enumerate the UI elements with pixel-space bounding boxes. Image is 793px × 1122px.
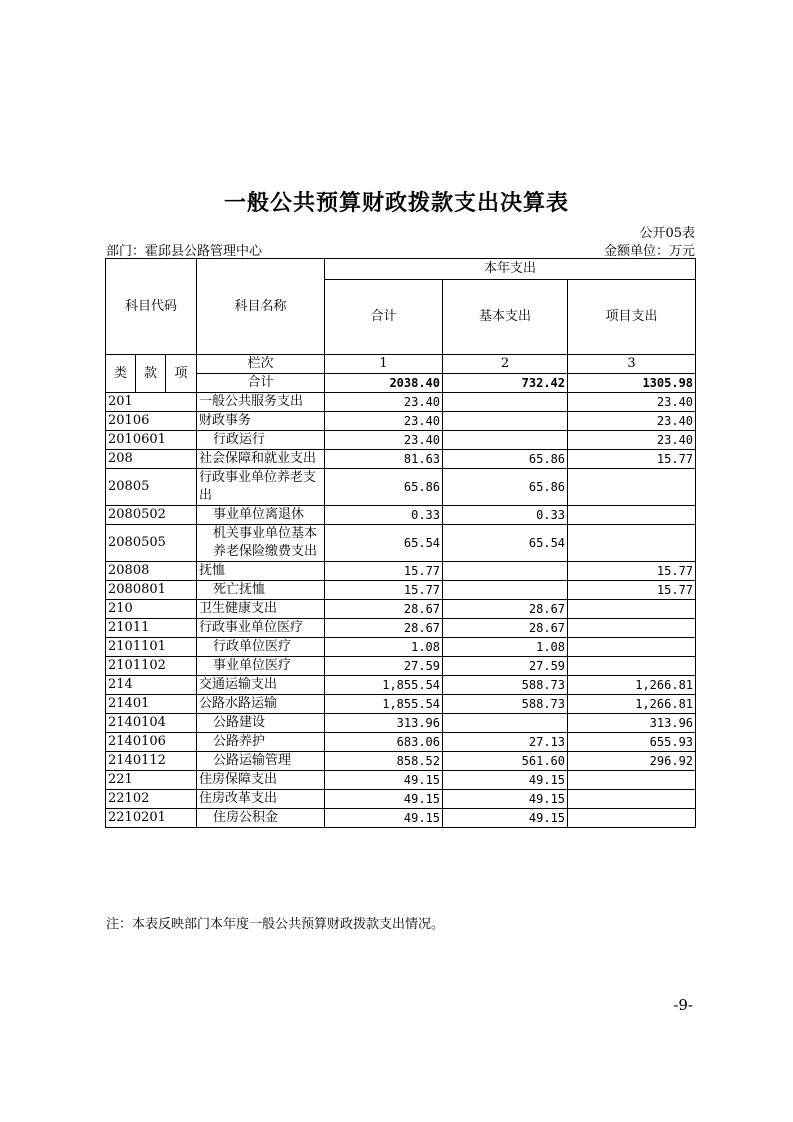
row-project (568, 619, 696, 638)
row-name: 公路水路运输 (197, 695, 325, 714)
row-name: 抚恤 (197, 562, 325, 581)
row-basic: 49.15 (443, 809, 568, 828)
row-project (568, 657, 696, 676)
row-name: 住房改革支出 (197, 790, 325, 809)
row-basic (443, 562, 568, 581)
row-code: 2140112 (106, 752, 197, 771)
table-row (106, 506, 696, 525)
unit-label: 金额单位：万元 (603, 244, 695, 259)
header-code: 科目代码 (106, 259, 197, 355)
row-code: 2210201 (106, 809, 197, 828)
table-row (106, 790, 696, 809)
column-number-1: 1 (325, 355, 443, 374)
row-project: 23.40 (568, 431, 696, 450)
row-name: 事业单位医疗 (197, 657, 325, 676)
row-project (568, 638, 696, 657)
table-row (106, 676, 696, 695)
row-total: 1,855.54 (325, 695, 443, 714)
department-label: 部门：霍邱县公路管理中心 (106, 244, 263, 259)
table-row (106, 525, 696, 562)
table-row (106, 714, 696, 733)
row-basic: 0.33 (443, 506, 568, 525)
row-basic: 65.86 (443, 450, 568, 469)
column-label: 栏次 (197, 355, 325, 374)
row-code: 2080505 (106, 525, 197, 562)
row-name: 行政单位医疗 (197, 638, 325, 657)
table-row (106, 733, 696, 752)
row-name: 社会保障和就业支出 (197, 450, 325, 469)
page-number: -9- (673, 996, 693, 1014)
table-row (106, 695, 696, 714)
row-name: 死亡抚恤 (197, 581, 325, 600)
table-row (106, 657, 696, 676)
row-basic (443, 393, 568, 412)
row-total: 27.59 (325, 657, 443, 676)
expenditure-table (105, 258, 696, 828)
row-project (568, 771, 696, 790)
header-lei: 类 (106, 355, 136, 393)
table-row (106, 619, 696, 638)
sum-basic: 732.42 (443, 374, 568, 393)
row-project: 1,266.81 (568, 695, 696, 714)
row-project: 15.77 (568, 562, 696, 581)
sum-project: 1305.98 (568, 374, 696, 393)
row-code: 20805 (106, 469, 197, 506)
row-code: 2101101 (106, 638, 197, 657)
row-code: 20106 (106, 412, 197, 431)
row-project: 23.40 (568, 393, 696, 412)
table-row (106, 431, 696, 450)
row-total: 0.33 (325, 506, 443, 525)
row-code: 221 (106, 771, 197, 790)
row-code: 20808 (106, 562, 197, 581)
row-name: 行政运行 (197, 431, 325, 450)
row-code: 21011 (106, 619, 197, 638)
row-code: 2010601 (106, 431, 197, 450)
row-code: 210 (106, 600, 197, 619)
row-basic (443, 581, 568, 600)
row-total: 313.96 (325, 714, 443, 733)
header-project: 项目支出 (568, 280, 696, 355)
row-total: 49.15 (325, 790, 443, 809)
table-row (106, 581, 696, 600)
row-project: 23.40 (568, 412, 696, 431)
header-name: 科目名称 (197, 259, 325, 355)
table-row (106, 771, 696, 790)
table-row (106, 450, 696, 469)
row-total: 858.52 (325, 752, 443, 771)
row-project (568, 790, 696, 809)
row-basic: 588.73 (443, 676, 568, 695)
row-total: 1.08 (325, 638, 443, 657)
row-total: 49.15 (325, 809, 443, 828)
row-code: 2140106 (106, 733, 197, 752)
table-row (106, 412, 696, 431)
row-project: 1,266.81 (568, 676, 696, 695)
table-row (106, 562, 696, 581)
row-code: 2101102 (106, 657, 197, 676)
row-total: 23.40 (325, 412, 443, 431)
table-row (106, 600, 696, 619)
row-total: 1,855.54 (325, 676, 443, 695)
sum-total: 2038.40 (325, 374, 443, 393)
header-basic: 基本支出 (443, 280, 568, 355)
row-total: 15.77 (325, 581, 443, 600)
row-project: 296.92 (568, 752, 696, 771)
row-total: 683.06 (325, 733, 443, 752)
row-code: 21401 (106, 695, 197, 714)
row-basic: 27.59 (443, 657, 568, 676)
row-name: 交通运输支出 (197, 676, 325, 695)
row-code: 214 (106, 676, 197, 695)
sum-label: 合计 (197, 374, 325, 393)
row-name: 一般公共服务支出 (197, 393, 325, 412)
row-basic: 49.15 (443, 771, 568, 790)
row-code: 2140104 (106, 714, 197, 733)
table-row (106, 393, 696, 412)
row-basic: 65.54 (443, 525, 568, 562)
header-total: 合计 (325, 280, 443, 355)
header-current-year: 本年支出 (325, 259, 696, 280)
table-row (106, 469, 696, 506)
table-row (106, 809, 696, 828)
row-basic: 561.60 (443, 752, 568, 771)
row-basic: 28.67 (443, 619, 568, 638)
row-name: 机关事业单位基本养老保险缴费支出 (197, 525, 325, 562)
row-project (568, 469, 696, 506)
row-basic: 65.86 (443, 469, 568, 506)
row-name: 事业单位离退休 (197, 506, 325, 525)
row-project: 15.77 (568, 581, 696, 600)
column-number-3: 3 (568, 355, 696, 374)
row-basic (443, 412, 568, 431)
row-total: 23.40 (325, 393, 443, 412)
column-number-2: 2 (443, 355, 568, 374)
row-total: 65.86 (325, 469, 443, 506)
row-total: 15.77 (325, 562, 443, 581)
row-code: 2080502 (106, 506, 197, 525)
row-project (568, 506, 696, 525)
table-row (106, 638, 696, 657)
row-project (568, 600, 696, 619)
header-xiang: 项 (166, 355, 197, 393)
row-basic (443, 431, 568, 450)
row-total: 65.54 (325, 525, 443, 562)
row-name: 行政事业单位养老支出 (197, 469, 325, 506)
row-code: 22102 (106, 790, 197, 809)
row-name: 公路养护 (197, 733, 325, 752)
row-basic: 28.67 (443, 600, 568, 619)
row-project: 15.77 (568, 450, 696, 469)
row-basic: 27.13 (443, 733, 568, 752)
row-project (568, 809, 696, 828)
row-name: 住房公积金 (197, 809, 325, 828)
table-row (106, 752, 696, 771)
row-code: 201 (106, 393, 197, 412)
row-name: 公路建设 (197, 714, 325, 733)
row-total: 28.67 (325, 600, 443, 619)
row-basic: 1.08 (443, 638, 568, 657)
form-number: 公开05表 (639, 226, 695, 241)
row-basic: 49.15 (443, 790, 568, 809)
row-total: 28.67 (325, 619, 443, 638)
row-name: 行政事业单位医疗 (197, 619, 325, 638)
row-name: 住房保障支出 (197, 771, 325, 790)
row-project: 655.93 (568, 733, 696, 752)
row-code: 2080801 (106, 581, 197, 600)
row-total: 81.63 (325, 450, 443, 469)
row-basic: 588.73 (443, 695, 568, 714)
header-kuan: 款 (136, 355, 166, 393)
page-title: 一般公共预算财政拨款支出决算表 (223, 191, 569, 216)
row-name: 卫生健康支出 (197, 600, 325, 619)
footnote: 注：本表反映部门本年度一般公共预算财政拨款支出情况。 (106, 917, 445, 932)
row-project: 313.96 (568, 714, 696, 733)
row-total: 23.40 (325, 431, 443, 450)
row-project (568, 525, 696, 562)
row-basic (443, 714, 568, 733)
row-name: 财政事务 (197, 412, 325, 431)
row-total: 49.15 (325, 771, 443, 790)
row-code: 208 (106, 450, 197, 469)
row-name: 公路运输管理 (197, 752, 325, 771)
